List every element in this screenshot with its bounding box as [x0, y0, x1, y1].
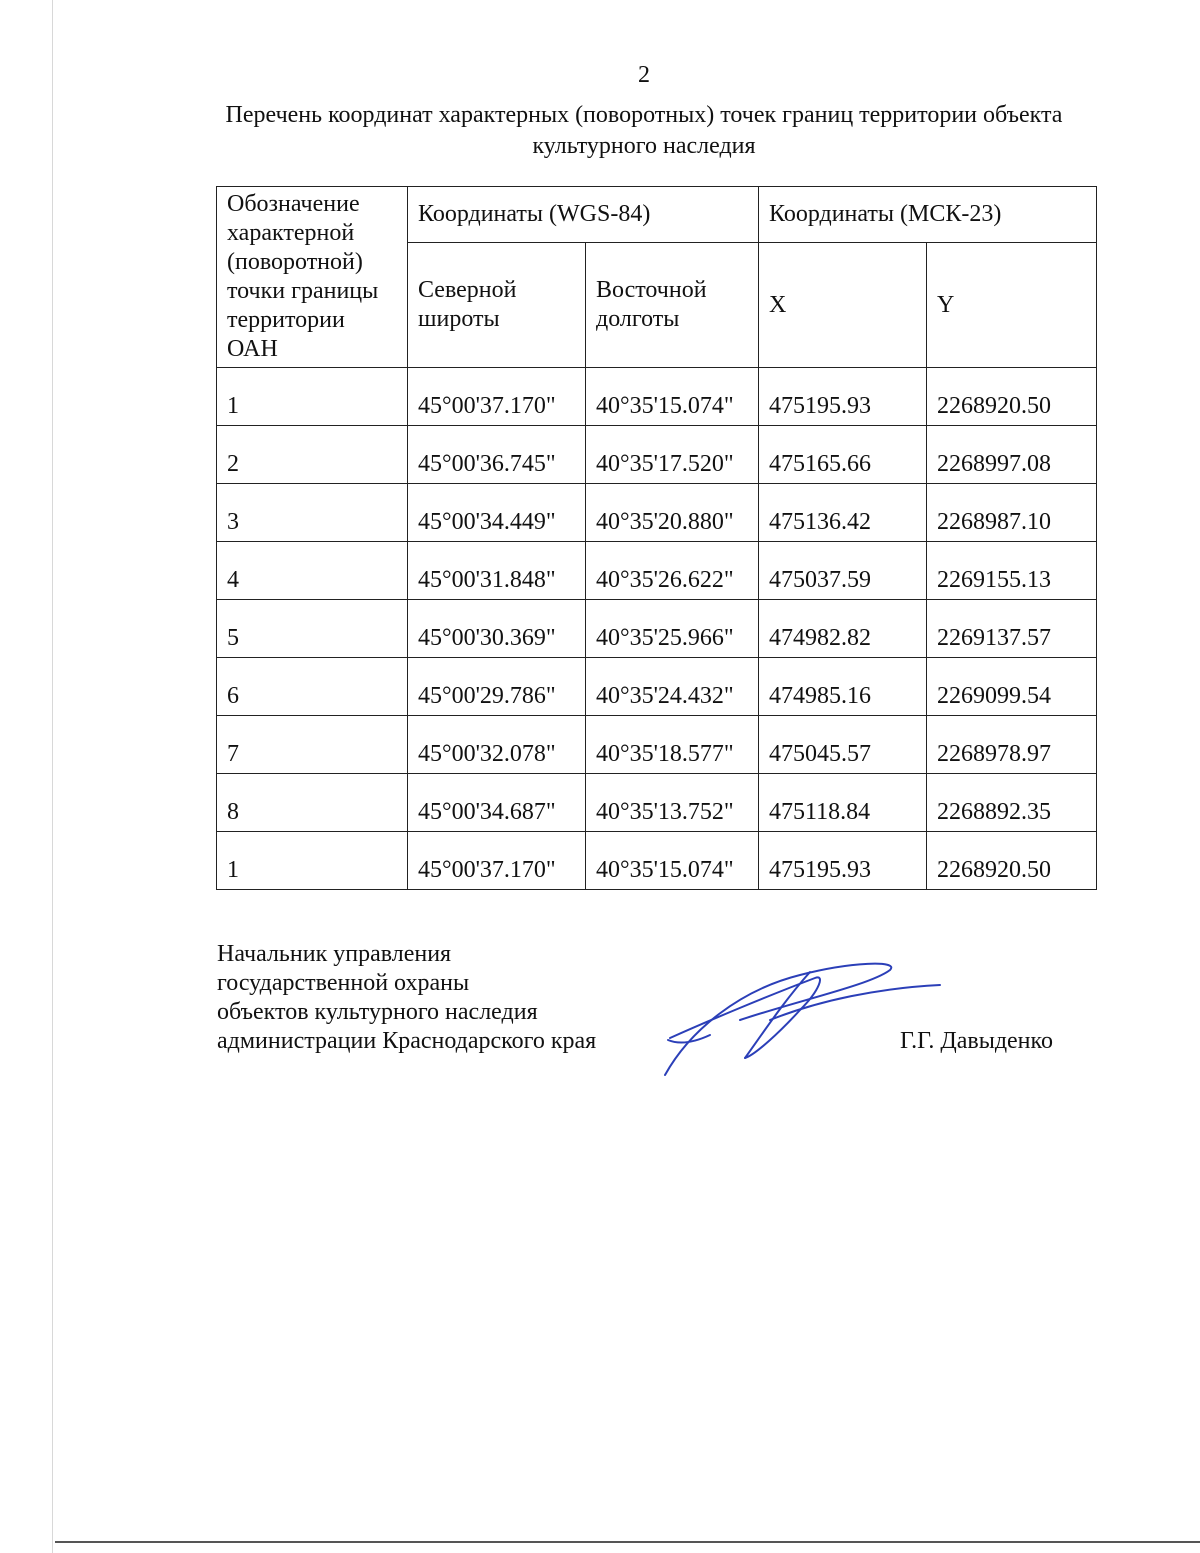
cell-y: 2269155.13: [927, 542, 1097, 600]
cell-x: 475165.66: [759, 426, 927, 484]
header-x: X: [759, 243, 927, 368]
document-title: Перечень координат характерных (поворотных) точек границ территории объекта культурного наследия: [225, 102, 1063, 159]
cell-y: 2268920.50: [927, 832, 1097, 890]
cell-point: 5: [217, 600, 408, 658]
cell-lon: 40°35'25.966": [586, 600, 759, 658]
cell-lon: 40°35'17.520": [586, 426, 759, 484]
table-row: [217, 658, 1097, 716]
page-edge: [52, 0, 53, 1553]
cell-x: 474985.16: [759, 658, 927, 716]
header-north-latitude: Северной широты: [408, 243, 586, 368]
header-wgs-group: Координаты (WGS-84): [408, 187, 759, 243]
table-header-row: [217, 187, 1097, 243]
cell-x: 474982.82: [759, 600, 927, 658]
coordinates-table: [216, 186, 1097, 890]
cell-point: 4: [217, 542, 408, 600]
cell-y: 2268978.97: [927, 716, 1097, 774]
cell-x: 475045.57: [759, 716, 927, 774]
table-row: [217, 426, 1097, 484]
cell-lon: 40°35'15.074": [586, 832, 759, 890]
cell-y: 2268997.08: [927, 426, 1097, 484]
cell-lat: 45°00'36.745": [408, 426, 586, 484]
table-row: [217, 368, 1097, 426]
cell-point: 1: [217, 368, 408, 426]
cell-lat: 45°00'29.786": [408, 658, 586, 716]
signatory-position: [217, 940, 596, 1056]
cell-lat: 45°00'37.170": [408, 368, 586, 426]
cell-y: 2269137.57: [927, 600, 1097, 658]
cell-point: 2: [217, 426, 408, 484]
cell-lat: 45°00'32.078": [408, 716, 586, 774]
cell-y: 2268987.10: [927, 484, 1097, 542]
cell-lon: 40°35'26.622": [586, 542, 759, 600]
cell-y: 2268892.35: [927, 774, 1097, 832]
cell-lon: 40°35'20.880": [586, 484, 759, 542]
header-y: Y: [927, 243, 1097, 368]
cell-lon: 40°35'13.752": [586, 774, 759, 832]
header-msk-group: Координаты (МСК-23): [759, 187, 1097, 243]
cell-point: 1: [217, 832, 408, 890]
cell-lon: 40°35'18.577": [586, 716, 759, 774]
cell-point: 8: [217, 774, 408, 832]
position-line: администрации Краснодарского края: [217, 1028, 597, 1054]
table-body: [217, 368, 1097, 890]
cell-lat: 45°00'34.449": [408, 484, 586, 542]
table-row: [217, 832, 1097, 890]
cell-lat: 45°00'31.848": [408, 542, 586, 600]
handwritten-signature: [650, 950, 950, 1080]
cell-x: 475118.84: [759, 774, 927, 832]
cell-point: 3: [217, 484, 408, 542]
cell-lat: 45°00'30.369": [408, 600, 586, 658]
page-bottom-edge: [55, 1541, 1200, 1543]
table-row: [217, 600, 1097, 658]
table-row: [217, 542, 1097, 600]
header-point-designation: Обозначение характерной (поворотной) точки границы территории ОАН: [217, 187, 408, 368]
position-line: Начальник управления: [217, 941, 452, 967]
cell-y: 2269099.54: [927, 658, 1097, 716]
cell-lat: 45°00'34.687": [408, 774, 586, 832]
cell-x: 475037.59: [759, 542, 927, 600]
page-number: 2: [638, 62, 650, 88]
cell-point: 6: [217, 658, 408, 716]
cell-y: 2268920.50: [927, 368, 1097, 426]
signer-name: Г.Г. Давыденко: [900, 1028, 1053, 1054]
table-row: [217, 774, 1097, 832]
cell-lat: 45°00'37.170": [408, 832, 586, 890]
cell-x: 475195.93: [759, 368, 927, 426]
cell-lon: 40°35'15.074": [586, 368, 759, 426]
table-row: [217, 716, 1097, 774]
position-line: государственной охраны: [217, 970, 470, 996]
cell-x: 475195.93: [759, 832, 927, 890]
position-line: объектов культурного наследия: [217, 999, 538, 1025]
header-east-longitude: Восточной долготы: [586, 243, 759, 368]
cell-lon: 40°35'24.432": [586, 658, 759, 716]
table-row: [217, 484, 1097, 542]
cell-x: 475136.42: [759, 484, 927, 542]
cell-point: 7: [217, 716, 408, 774]
